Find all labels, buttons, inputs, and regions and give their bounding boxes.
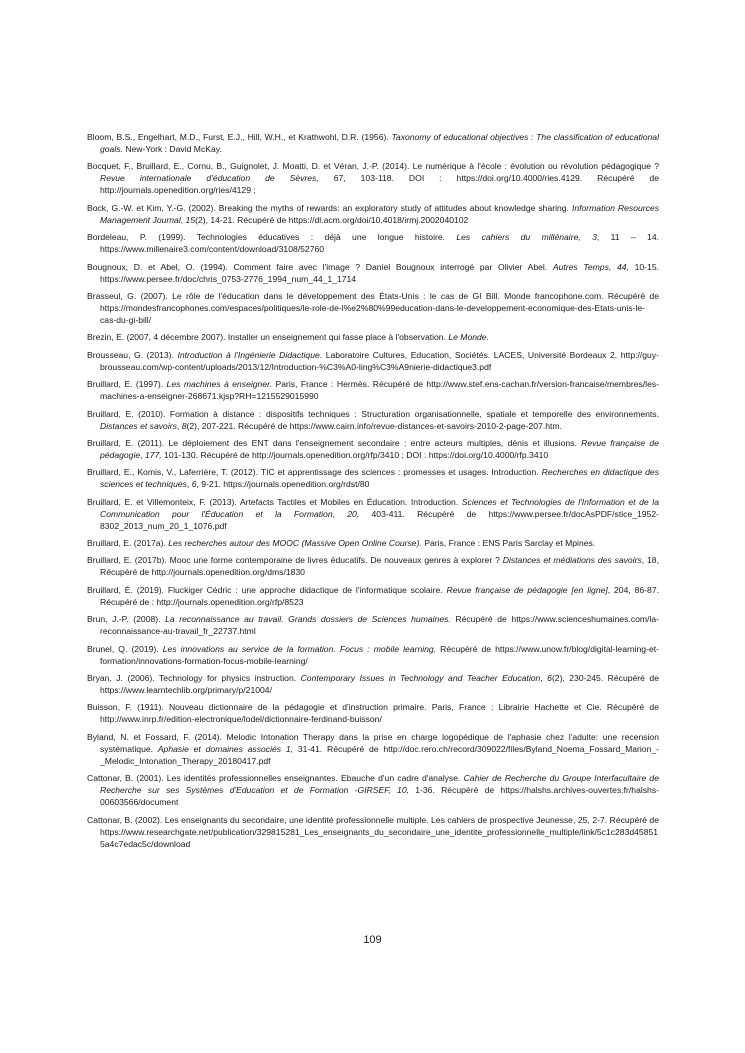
reference-segment: Brunel, Q. (2019). bbox=[87, 643, 163, 654]
reference-segment: Bryan, J. (2006). Technology for physics instruction. bbox=[87, 673, 301, 684]
reference-segment: , bbox=[186, 479, 192, 490]
reference-segment: 31-41. Récupéré de http://doc.rero.ch/record/309022/files/Byland_Noema_Fossard_Marion_-_Melodic_Intonation_Therapy_20180417.pdf bbox=[100, 743, 660, 766]
reference-italic-segment: 15 bbox=[185, 214, 196, 225]
reference-italic-segment: Autres Temps, 44, bbox=[552, 261, 629, 272]
reference-entry bbox=[87, 349, 659, 373]
reference-entry bbox=[87, 554, 659, 578]
reference-italic-segment: Revue française de pédagogie [en ligne] bbox=[446, 584, 608, 595]
reference-segment: Bocquet, F., Bruillard, E., Cornu, B., Guignolet, J. Moatti, D. et Véran, J.-P. (2014). Le numérique à l'école : évolution ou révolution pédagogique ? bbox=[87, 161, 659, 172]
reference-italic-segment: Les innovations au service de la formation. Focus : mobile learning. bbox=[162, 643, 437, 654]
reference-segment: , 18, Récupéré de http://journals.openedition.org/dms/1830 bbox=[100, 555, 659, 578]
reference-list bbox=[87, 131, 659, 855]
reference-segment: Bordeleau, P. (1999). Technologies éducatives : déjà une longue histoire. bbox=[87, 232, 457, 243]
reference-entry bbox=[87, 814, 659, 850]
reference-italic-segment: Les machines à enseigner. bbox=[166, 379, 273, 390]
reference-entry bbox=[87, 231, 659, 255]
reference-italic-segment: Introduction à l'Ingénierie Didactique bbox=[177, 349, 320, 360]
reference-italic-segment: Taxonomy of educational objectives : The classification of educational goals. bbox=[100, 132, 659, 154]
reference-entry bbox=[87, 584, 659, 608]
reference-entry bbox=[87, 202, 659, 226]
reference-entry bbox=[87, 261, 659, 285]
reference-segment: Bloom, B.S., Engelhart, M.D., Furst, E.J., Hill, W.H., et Krathwohl, D.R. (1956). bbox=[87, 132, 392, 142]
reference-segment: Brezin, E. (2007, 4 décembre 2007). Installer un enseignement qui fasse place à l'observation. bbox=[87, 332, 449, 343]
reference-italic-segment: Information Resources Management Journal bbox=[100, 202, 659, 225]
reference-segment: 101-130. Récupéré de http://journals.openedition.org/rfp/3410 ; DOI : https://doi.org/10.4000/rfp.3410 bbox=[161, 449, 549, 460]
reference-segment: , 9-21. https://journals.openedition.org/rdst/80 bbox=[196, 479, 370, 490]
reference-entry bbox=[87, 772, 659, 808]
page-number: 109 bbox=[363, 934, 382, 946]
reference-segment: Byland, N. et Fossard, F. (2014). Melodic Intonation Therapy dans la prise en charge logopédique de l'aphasie chez l'adulte: une recension systématique. bbox=[87, 731, 659, 754]
reference-italic-segment: 6 bbox=[191, 479, 197, 490]
reference-segment: Récupéré de https://www.unow.fr/blog/digital-learning-et-formation/innovations-formation-focus-mobile-learning/ bbox=[100, 643, 659, 666]
reference-entry bbox=[87, 466, 659, 490]
reference-italic-segment: Revue internationale d'éducation de Sèvres, bbox=[100, 173, 319, 184]
reference-segment: 1-36. Récupéré de https://halshs.archives-ouvertes.fr/halshs-00603566/document bbox=[100, 785, 659, 808]
reference-italic-segment: Cahier de Recherche du Groupe Interfacultaire de Recherche sur ses Systèmes d'Education et de Formation -GIRSEF, 10, bbox=[100, 773, 659, 796]
reference-segment: Récupéré de https://www.scienceshumaines.com/la-reconnaissance-au-travail_fr_22737.html bbox=[100, 614, 659, 637]
reference-italic-segment: Contemporary Issues in Technology and Teacher Education bbox=[300, 673, 541, 684]
reference-entry bbox=[87, 131, 659, 155]
reference-segment: Buisson, F. (1911). Nouveau dictionnaire de la pédagogie et d'instruction primaire. Paris, France : Librairie Hachette et Cie. Récupéré de http://www.inrp.fr/edition-electronique/lodel/dictionnaire-ferdinand-buisson/ bbox=[87, 702, 659, 725]
reference-italic-segment: Distances et savoirs bbox=[100, 420, 177, 431]
reference-italic-segment: Le Monde. bbox=[448, 332, 489, 343]
reference-italic-segment: Les cahiers du millénaire, 3 bbox=[456, 232, 597, 243]
reference-segment: Bruillard, E. et Villemonteix, F. (2013). Artefacts Tactiles et Mobiles en Éducation. Introduction. bbox=[87, 496, 462, 507]
reference-segment: Bougnoux, D. et Abel, O. (1994). Comment faire avec l'image ? Daniel Bougnoux interrogé par Olivier Abel. bbox=[87, 261, 553, 272]
reference-segment: , bbox=[540, 673, 548, 684]
reference-segment: New-York : David McKay. bbox=[122, 144, 222, 154]
reference-entry bbox=[87, 290, 659, 326]
reference-entry bbox=[87, 408, 659, 432]
reference-segment: (2), 207-221. Récupéré de https://www.cairn.info/revue-distances-et-savoirs-2010-2-page-207.htm. bbox=[186, 420, 562, 431]
reference-italic-segment: 6 bbox=[547, 673, 552, 684]
reference-segment: Bock, G.-W. et Kim, Y.-G. (2002). Breaking the myths of rewards: an exploratory study of attitudes about knowledge sharing. bbox=[87, 202, 572, 213]
reference-segment: , bbox=[140, 449, 145, 460]
reference-segment: , bbox=[176, 420, 182, 431]
reference-entry bbox=[87, 496, 659, 532]
reference-segment: Bruillard, E. (2010). Formation à distance : dispositifs techniques : Structuration organisationnelle, spatiale et temporelle des environnements. bbox=[87, 408, 659, 419]
reference-italic-segment: Revue française de pédagogie bbox=[100, 437, 659, 460]
reference-entry bbox=[87, 643, 659, 667]
reference-segment: Cattonar, B. (2002). Les enseignants du secondaire, une identité professionnelle multiple. Les cahiers de prospective Jeunesse, 25, 2-7. Récupéré de https://www.researchgate.net/publication/329815281_Les_enseignants_du_secondaire_une_identite_professionnelle_multiple/link/5c1c283d458515a4c7edac5c/download bbox=[87, 814, 659, 849]
reference-segment: 403-411. Récupéré de https://www.persee.fr/docAsPDF/stice_1952-8302_2013_num_20_1_1076.pdf bbox=[100, 508, 659, 531]
reference-segment: (2), 230-245. Récupéré de https://www.learntechlib.org/primary/p/21004/ bbox=[100, 673, 659, 696]
reference-segment: Bruillard, E. (2017a). bbox=[87, 538, 169, 549]
reference-italic-segment: Les recherches autour des MOOC (Massive Open Online Course). bbox=[168, 538, 422, 549]
reference-segment: Brun, J.-P. (2008). bbox=[87, 614, 166, 625]
reference-segment: 10-15. https://www.persee.fr/doc/chris_0753-2776_1994_num_44_1_1714 bbox=[100, 261, 659, 284]
reference-segment: (2), 14-21. Récupéré de https://dl.acm.org/doi/10.4018/irmj.2002040102 bbox=[195, 214, 469, 225]
reference-segment: Bruillard, E. (2017b). Mooc une forme contemporaine de livres éducatifs. De nouveaux genres à explorer ? bbox=[87, 555, 503, 566]
reference-entry bbox=[87, 731, 659, 767]
reference-segment: 67, 103-118. DOI : https://doi.org/10.4000/ries.4129. Récupéré de http://journals.openedition.org/ries/4129 ; bbox=[100, 173, 659, 196]
reference-segment: Brasseul, G. (2007). Le rôle de l'éducation dans le développement des États-Unis : le cas de GI Bill. Monde francophone.com. Récupéré de https://mondesfrancophones.com/espaces/politiques/le-role-de-l%e2%80%99education-dans-le-developpement-economique-des-Etats-unis-le-cas-du-gi-bill/ bbox=[87, 290, 659, 325]
reference-segment: , 204, 86-87. Récupéré de : http://journals.openedition.org/rfp/8523 bbox=[100, 584, 659, 607]
reference-italic-segment: 177, bbox=[144, 449, 162, 460]
reference-segment: . Laboratoire Cultures, Education, Sociétés. LACES, Université Bordeaux 2. http://guy-brousseau.com/wp-content/uploads/2013/12/Introduction-%C3%A0-ling%C3%A9nierie-didactique3.pdf bbox=[100, 349, 659, 372]
reference-segment: Bruillard, E. (1997). bbox=[87, 379, 167, 390]
reference-segment: Brousseau, G. (2013). bbox=[87, 349, 178, 360]
reference-italic-segment: Recherches en didactique des sciences et techniques bbox=[100, 467, 659, 490]
reference-italic-segment: La reconnaissance au travail. Grands dossiers de Sciences humaines. bbox=[165, 614, 451, 625]
reference-entry bbox=[87, 331, 659, 343]
reference-entry bbox=[87, 672, 659, 696]
reference-italic-segment: Aphasie et domaines associés 1, bbox=[157, 743, 294, 754]
reference-entry bbox=[87, 437, 659, 461]
reference-entry bbox=[87, 537, 659, 549]
reference-segment: Bruillard, E., Komis, V., Laferrière, T. (2012). TIC et apprentissage des sciences : promesses et usages. Introduction. bbox=[87, 467, 542, 478]
reference-italic-segment: Distances et médiations des savoirs bbox=[502, 555, 642, 566]
reference-segment: Bruillard, É. (2019). Fluckiger Cédric : une approche didactique de l'informatique scolaire. bbox=[87, 584, 447, 595]
reference-entry bbox=[87, 160, 659, 196]
reference-segment: Bruillard, E. (2011). Le déploiement des ENT dans l'enseignement secondaire : entre acteurs multiples, dénis et illusions. bbox=[87, 437, 582, 448]
reference-segment: Paris, France : ENS Paris Sarclay et Mpines. bbox=[421, 538, 596, 549]
reference-segment: , bbox=[180, 214, 186, 225]
reference-italic-segment: 8 bbox=[181, 420, 187, 431]
reference-segment: Cattonar, B. (2001). Les identités professionnelles enseignantes. Ebauche d'un cadre d'analyse. bbox=[87, 773, 464, 784]
reference-italic-segment: Sciences et Technologies de l'Information et de la Communication pour l'Éducation et la Formation, 20, bbox=[100, 496, 660, 519]
reference-entry bbox=[87, 701, 659, 725]
reference-entry bbox=[87, 613, 659, 637]
reference-segment: Paris, France : Hermès. Récupéré de http://www.stef.ens-cachan.fr/version-francaise/membres/les-machines-a-enseigner-268671.kjsp?RH=1215529015990 bbox=[100, 379, 660, 402]
reference-entry bbox=[87, 378, 659, 402]
reference-segment: , 11 – 14. https://www.millenaire3.com/content/download/3108/52760 bbox=[100, 232, 659, 255]
